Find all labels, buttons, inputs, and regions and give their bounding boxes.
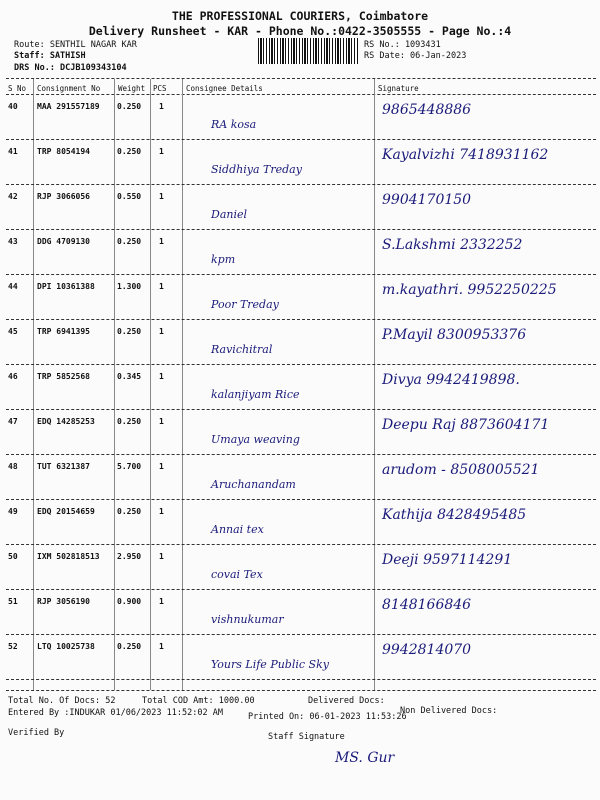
row-divider — [6, 409, 596, 410]
row-sno: 42 — [8, 192, 18, 201]
consignee-handwriting: kalanjiyam Rice — [211, 388, 300, 401]
row-cno: TRP 6941395 — [37, 327, 90, 336]
signature-handwriting: 8148166846 — [382, 597, 472, 613]
row-pcs: 1 — [159, 102, 164, 111]
row-cno: MAA 291557189 — [37, 102, 100, 111]
row-sno: 46 — [8, 372, 18, 381]
row-pcs: 1 — [159, 507, 164, 516]
consignee-handwriting: Annai tex — [211, 523, 264, 536]
consignee-handwriting: vishnukumar — [211, 613, 284, 626]
row-sno: 47 — [8, 417, 18, 426]
signature-handwriting: Divya 9942419898. — [382, 372, 520, 388]
row-sno: 51 — [8, 597, 18, 606]
barcode-image — [258, 38, 358, 64]
column-header-divider — [6, 94, 596, 95]
entered-by: Entered By :INDUKAR 01/06/2023 11:52:02 AM — [8, 708, 223, 718]
row-pcs: 1 — [159, 237, 164, 246]
row-weight: 5.700 — [117, 462, 142, 471]
row-cno: TUT 6321387 — [37, 462, 90, 471]
signature-handwriting: arudom - 8508005521 — [382, 462, 540, 478]
row-divider — [6, 139, 596, 140]
table-row — [6, 411, 596, 455]
row-weight: 0.250 — [117, 147, 142, 156]
row-weight: 0.250 — [117, 327, 142, 336]
consignee-handwriting: covai Tex — [211, 568, 263, 581]
table-row — [6, 546, 596, 590]
row-weight: 2.950 — [117, 552, 142, 561]
col-pcs: PCS — [153, 84, 167, 93]
signature-handwriting: Kathija 8428495485 — [382, 507, 527, 523]
rs-number: RS No.: 1093431 — [364, 40, 441, 50]
row-sno: 44 — [8, 282, 18, 291]
row-sno: 40 — [8, 102, 18, 111]
row-sno: 41 — [8, 147, 18, 156]
row-cno: LTQ 10025738 — [37, 642, 95, 651]
row-weight: 0.250 — [117, 102, 142, 111]
row-divider — [6, 679, 596, 680]
row-weight: 1.300 — [117, 282, 142, 291]
row-divider — [6, 589, 596, 590]
runsheet-subtitle: Delivery Runsheet - KAR - Phone No.:0422-3505555 - Page No.:4 — [88, 24, 512, 38]
signature-handwriting: Deeji 9597114291 — [382, 552, 513, 568]
row-cno: IXM 502818513 — [37, 552, 100, 561]
row-divider — [6, 274, 596, 275]
row-divider — [6, 634, 596, 635]
row-weight: 0.250 — [117, 507, 142, 516]
row-cno: TRP 8054194 — [37, 147, 90, 156]
signature-handwriting: m.kayathri. 9952250225 — [382, 282, 557, 298]
row-divider — [6, 184, 596, 185]
signature-handwriting: S.Lakshmi 2332252 — [382, 237, 523, 253]
consignee-handwriting: Siddhiya Treday — [211, 163, 302, 176]
row-pcs: 1 — [159, 417, 164, 426]
row-cno: EDQ 14285253 — [37, 417, 95, 426]
table-row — [6, 276, 596, 320]
row-pcs: 1 — [159, 552, 164, 561]
table-row — [6, 96, 596, 140]
row-divider — [6, 364, 596, 365]
row-pcs: 1 — [159, 282, 164, 291]
consignee-handwriting: Poor Treday — [211, 298, 279, 311]
signature-handwriting: 9904170150 — [382, 192, 472, 208]
signature-handwriting: Deepu Raj 8873604171 — [382, 417, 550, 433]
row-sno: 50 — [8, 552, 18, 561]
signature-handwriting: 9865448886 — [382, 102, 472, 118]
row-weight: 0.250 — [117, 417, 142, 426]
verified-by: Verified By — [8, 728, 65, 738]
table-row — [6, 636, 596, 680]
row-sno: 52 — [8, 642, 18, 651]
row-weight: 0.250 — [117, 642, 142, 651]
consignee-handwriting: RA kosa — [211, 118, 257, 131]
row-cno: EDQ 20154659 — [37, 507, 95, 516]
consignee-handwriting: Aruchanandam — [211, 478, 296, 491]
row-divider — [6, 319, 596, 320]
printed-on: Printed On: 06-01-2023 11:53:26 — [248, 712, 407, 722]
col-signature: Signature — [378, 84, 419, 93]
drs-number: DRS No.: DCJB109343104 — [14, 63, 127, 73]
row-pcs: 1 — [159, 327, 164, 336]
row-cno: DDG 4709130 — [37, 237, 90, 246]
consignee-handwriting: Ravichitral — [211, 343, 273, 356]
staff-label: Staff: SATHISH — [14, 51, 86, 61]
row-weight: 0.900 — [117, 597, 142, 606]
col-consignee: Consignee Details — [186, 84, 263, 93]
route-label: Route: SENTHIL NAGAR KAR — [14, 40, 137, 50]
row-cno: DPI 10361388 — [37, 282, 95, 291]
consignee-handwriting: Daniel — [211, 208, 248, 221]
row-sno: 43 — [8, 237, 18, 246]
footer-divider — [6, 690, 596, 691]
table-row — [6, 366, 596, 410]
row-cno: RJP 3056190 — [37, 597, 90, 606]
signature-handwriting: Kayalvizhi 7418931162 — [382, 147, 549, 163]
staff-handwritten-signature: MS. Gur — [335, 750, 395, 766]
consignee-handwriting: Yours Life Public Sky — [211, 658, 329, 671]
consignee-handwriting: kpm — [211, 253, 236, 266]
row-pcs: 1 — [159, 372, 164, 381]
row-sno: 49 — [8, 507, 18, 516]
table-row — [6, 321, 596, 365]
row-cno: TRP 5852568 — [37, 372, 90, 381]
row-sno: 48 — [8, 462, 18, 471]
row-divider — [6, 229, 596, 230]
row-divider — [6, 544, 596, 545]
table-row — [6, 456, 596, 500]
company-title: THE PROFESSIONAL COURIERS, Coimbatore — [171, 9, 429, 23]
staff-signature-label: Staff Signature — [268, 732, 345, 742]
table-row — [6, 141, 596, 185]
row-weight: 0.250 — [117, 237, 142, 246]
table-row — [6, 591, 596, 635]
total-cod: Total COD Amt: 1000.00 — [142, 696, 255, 706]
consignee-handwriting: Umaya weaving — [211, 433, 300, 446]
row-cno: RJP 3066056 — [37, 192, 90, 201]
row-pcs: 1 — [159, 147, 164, 156]
signature-handwriting: 9942814070 — [382, 642, 472, 658]
row-divider — [6, 454, 596, 455]
delivered-docs: Delivered Docs: — [308, 696, 385, 706]
row-divider — [6, 499, 596, 500]
table-row — [6, 501, 596, 545]
col-sno: S No — [8, 84, 27, 93]
non-delivered-docs: Non Delivered Docs: — [400, 706, 498, 716]
row-pcs: 1 — [159, 192, 164, 201]
total-docs: Total No. Of Docs: 52 — [8, 696, 116, 706]
row-weight: 0.345 — [117, 372, 142, 381]
row-sno: 45 — [8, 327, 18, 336]
table-row — [6, 186, 596, 230]
col-weight: Weight — [118, 84, 146, 93]
row-pcs: 1 — [159, 642, 164, 651]
signature-handwriting: P.Mayil 8300953376 — [382, 327, 527, 343]
table-row — [6, 231, 596, 275]
col-consignment: Consignment No — [37, 84, 101, 93]
row-pcs: 1 — [159, 597, 164, 606]
rs-date: RS Date: 06-Jan-2023 — [364, 51, 467, 61]
row-pcs: 1 — [159, 462, 164, 471]
row-weight: 0.550 — [117, 192, 142, 201]
header-divider — [6, 78, 596, 79]
